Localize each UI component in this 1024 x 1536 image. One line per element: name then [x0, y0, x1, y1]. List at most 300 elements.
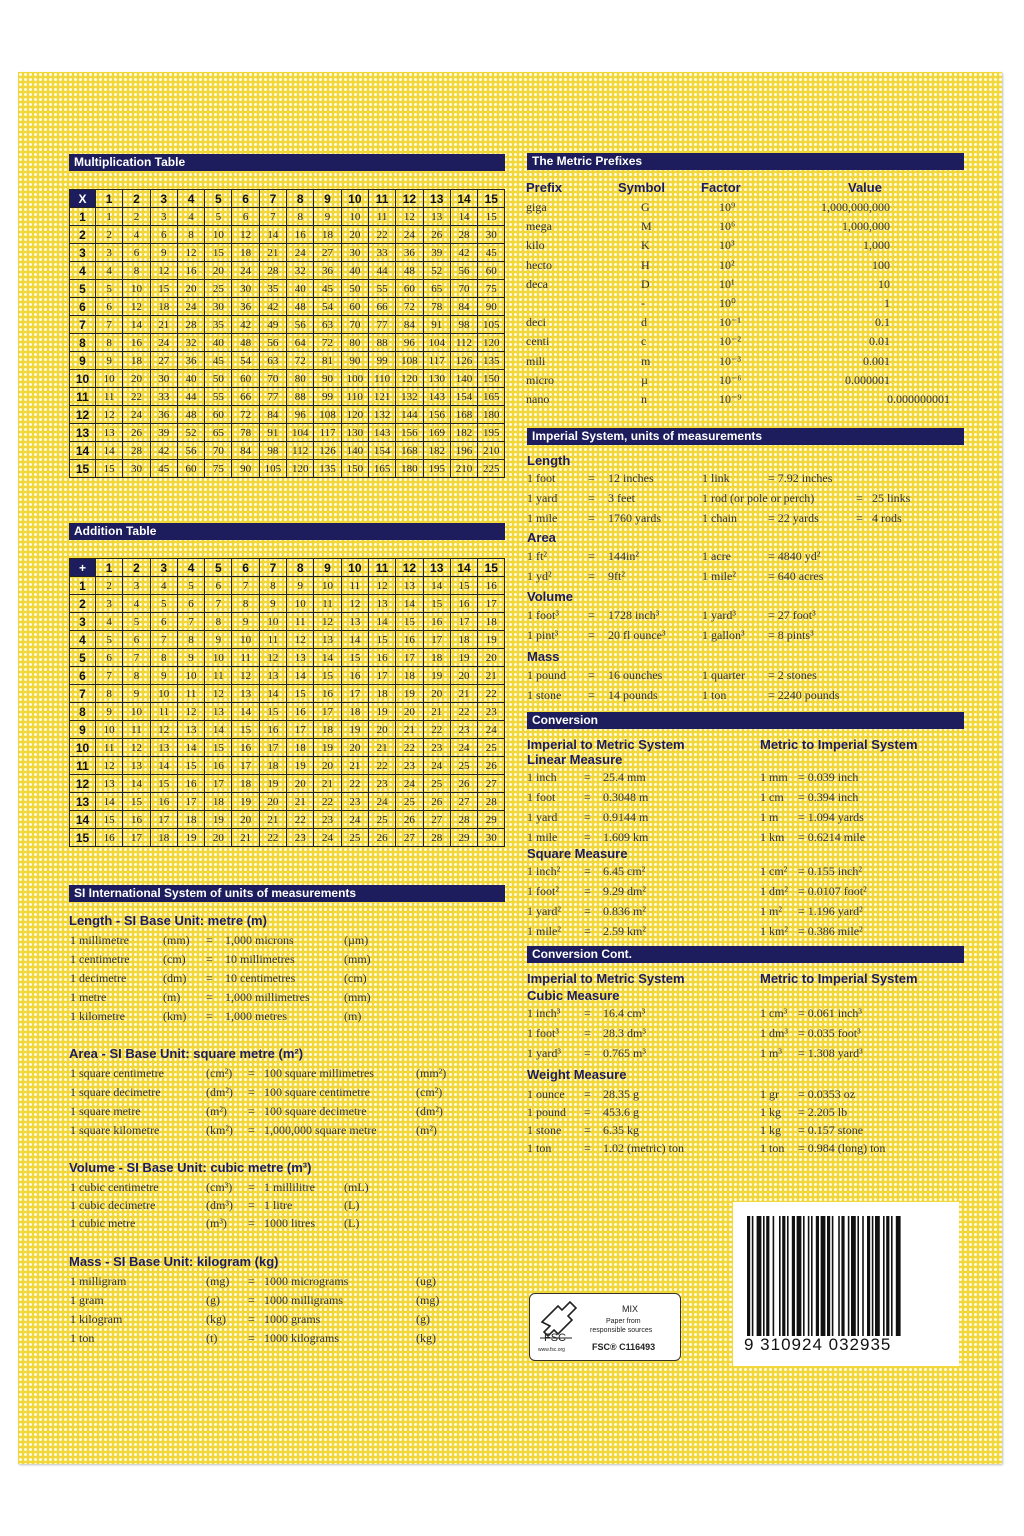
prefix-factor: 10² [719, 257, 735, 272]
table-cell: 12 [150, 721, 177, 739]
list-item [0, 687, 1000, 703]
list-item [0, 809, 1000, 825]
table-cell: 16 [96, 829, 123, 847]
row-header: 14 [70, 811, 96, 829]
table-cell: 24 [396, 775, 423, 793]
column-header: 14 [450, 190, 477, 208]
table-cell: 18 [314, 226, 341, 244]
list-item-text: (dm²) [416, 1104, 443, 1118]
table-cell: 15 [478, 208, 505, 226]
prefix-symbol: - [641, 296, 645, 310]
list-item-text: = [584, 790, 591, 804]
column-header: 5 [205, 190, 232, 208]
table-cell: 6 [177, 595, 204, 613]
imperial-mass-heading: Mass [527, 649, 560, 664]
metric-prefixes-header: The Metric Prefixes [527, 153, 964, 170]
value-column-header: Value [848, 180, 882, 195]
table-cell: 48 [396, 262, 423, 280]
table-cell: 8 [96, 685, 123, 703]
list-item [0, 1086, 1000, 1102]
list-item-text: 1 yard² [527, 904, 561, 918]
column-header: 10 [341, 559, 368, 577]
table-cell: 17 [396, 649, 423, 667]
table-cell: 14 [123, 316, 150, 334]
list-item-text: 1 km² [760, 924, 788, 938]
barcode-bar [773, 1216, 775, 1336]
column-header: 12 [396, 190, 423, 208]
table-cell: 99 [368, 352, 395, 370]
table-cell: 16 [478, 577, 505, 595]
table-cell: 22 [478, 685, 505, 703]
table-cell: 13 [341, 613, 368, 631]
list-item [0, 199, 1000, 215]
table-cell: 32 [177, 334, 204, 352]
list-item-text: 6.45 cm² [603, 864, 646, 878]
table-cell: 10 [150, 685, 177, 703]
table-cell: 10 [96, 721, 123, 739]
table-cell: 180 [396, 460, 423, 478]
table-cell: 23 [423, 739, 450, 757]
barcode-bar [886, 1216, 889, 1336]
table-cell: 126 [450, 352, 477, 370]
list-item [0, 789, 1000, 805]
table-cell: 16 [287, 226, 314, 244]
list-item-text: 1 milligram [70, 1274, 127, 1288]
list-item-text: (m) [163, 990, 181, 1004]
table-cell: 9 [96, 703, 123, 721]
list-item-text: 1 cubic centimetre [70, 1180, 159, 1194]
table-cell: 150 [341, 460, 368, 478]
prefix-value: 1,000,000 [842, 219, 890, 234]
si-mass-heading: Mass - SI Base Unit: kilogram (kg) [69, 1254, 279, 1269]
prefix-name: micro [526, 372, 554, 387]
imperial-length-heading: Length [527, 453, 571, 468]
table-row [70, 406, 505, 424]
list-item [0, 1065, 1000, 1081]
table-cell: 4 [177, 208, 204, 226]
list-item-text: 1 stone [527, 1123, 562, 1137]
prefix-factor: 10⁻¹ [719, 315, 741, 330]
barcode-bar [857, 1216, 859, 1336]
barcode-bar [792, 1216, 795, 1336]
table-cell: 18 [177, 811, 204, 829]
prefix-name: mili [526, 353, 546, 368]
table-cell: 56 [177, 442, 204, 460]
prefix-symbol: G [641, 200, 650, 214]
prefix-value: 0.1 [875, 315, 890, 330]
row-header: 8 [70, 703, 96, 721]
row-header: 6 [70, 667, 96, 685]
table-cell: 15 [423, 595, 450, 613]
barcode-bar [867, 1216, 870, 1336]
si-area-heading: Area - SI Base Unit: square metre (m²) [69, 1046, 304, 1061]
table-row [70, 424, 505, 442]
table-cell: 88 [368, 334, 395, 352]
table-cell: 80 [341, 334, 368, 352]
prefix-symbol: n [641, 392, 647, 406]
list-item-text: 1 quarter [702, 668, 745, 682]
table-cell: 75 [205, 460, 232, 478]
table-cell: 21 [314, 775, 341, 793]
table-cell: 17 [123, 829, 150, 847]
prefix-value: 0.000001 [845, 372, 890, 387]
table-cell: 45 [150, 460, 177, 478]
table-cell: 13 [396, 577, 423, 595]
table-cell: 18 [478, 613, 505, 631]
table-cell: 40 [205, 334, 232, 352]
list-item-text: = 0.155 inch² [798, 864, 863, 878]
table-cell: 19 [259, 775, 286, 793]
list-item-text: 9ft² [608, 569, 625, 583]
table-cell: 13 [96, 424, 123, 442]
list-item-text: (kg) [416, 1331, 436, 1345]
row-header: 15 [70, 460, 96, 478]
list-item-text: = [588, 491, 595, 505]
table-cell: 15 [396, 613, 423, 631]
table-cell: 98 [259, 442, 286, 460]
table-cell: 13 [259, 667, 286, 685]
list-item-text: = [206, 933, 213, 947]
table-cell: 14 [232, 703, 259, 721]
table-cell: 63 [259, 352, 286, 370]
table-cell: 12 [341, 595, 368, 613]
list-item-text: 453.6 g [603, 1105, 639, 1119]
table-cell: 12 [232, 667, 259, 685]
table-cell: 12 [396, 208, 423, 226]
list-item-text: 1000 litres [264, 1216, 315, 1230]
table-cell: 18 [341, 703, 368, 721]
list-item-text: (mg) [416, 1293, 440, 1307]
symbol-column-header: Symbol [618, 180, 665, 195]
list-item-text: = 0.6214 mile [798, 830, 866, 844]
table-cell: 22 [259, 829, 286, 847]
row-header: 10 [70, 739, 96, 757]
table-cell: 70 [341, 316, 368, 334]
table-cell: 56 [259, 334, 286, 352]
list-item-text: 1 cm² [760, 864, 788, 878]
table-cell: 90 [232, 460, 259, 478]
list-item-text: = [584, 1046, 591, 1060]
list-item-text: 25 links [872, 491, 911, 505]
table-cell: 91 [259, 424, 286, 442]
list-item [0, 903, 1000, 919]
table-cell: 49 [259, 316, 286, 334]
list-item [0, 923, 1000, 939]
list-item-text: (km) [163, 1009, 187, 1023]
table-cell: 10 [96, 370, 123, 388]
table-cell: 60 [396, 280, 423, 298]
table-cell: 30 [478, 829, 505, 847]
table-cell: 28 [478, 793, 505, 811]
column-header: 11 [368, 190, 395, 208]
table-cell: 20 [423, 685, 450, 703]
row-header: 3 [70, 244, 96, 262]
table-cell: 21 [287, 793, 314, 811]
table-cell: 27 [423, 811, 450, 829]
table-cell: 26 [396, 811, 423, 829]
table-cell: 154 [450, 388, 477, 406]
row-header: 6 [70, 298, 96, 316]
table-cell: 165 [368, 460, 395, 478]
table-cell: 11 [177, 685, 204, 703]
prefix-value: 1,000,000,000 [821, 200, 890, 214]
multiplication-table-header: Multiplication Table [69, 154, 505, 171]
table-cell: 17 [287, 721, 314, 739]
table-cell: 17 [314, 703, 341, 721]
table-cell: 65 [423, 280, 450, 298]
prefix-symbol: K [641, 238, 650, 253]
list-item-text: 100 square decimetre [264, 1104, 367, 1118]
table-cell: 195 [478, 424, 505, 442]
barcode-bar [891, 1216, 893, 1336]
table-cell: 45 [205, 352, 232, 370]
table-cell: 4 [123, 595, 150, 613]
list-item-text: = 2240 pounds [768, 688, 840, 702]
row-header: 13 [70, 793, 96, 811]
table-cell: 12 [123, 298, 150, 316]
barcode-bar [896, 1216, 901, 1336]
table-cell: 28 [450, 226, 477, 244]
list-item-text: = [248, 1331, 255, 1345]
table-cell: 18 [150, 298, 177, 316]
list-item-text: = [588, 668, 595, 682]
table-cell: 18 [232, 775, 259, 793]
prefix-name: deci [526, 315, 546, 330]
table-cell: 15 [259, 703, 286, 721]
list-item [0, 1104, 1000, 1120]
list-item-text: 1 ton [702, 688, 727, 702]
list-item [0, 314, 1000, 330]
table-cell: 112 [287, 442, 314, 460]
list-item-text: = [584, 770, 591, 784]
table-cell: 50 [205, 370, 232, 388]
table-cell: 6 [232, 208, 259, 226]
table-cell: 110 [368, 370, 395, 388]
table-cell: 40 [177, 370, 204, 388]
table-cell: 72 [232, 406, 259, 424]
table-cell: 105 [259, 460, 286, 478]
list-item-text: 1 gr [760, 1087, 779, 1101]
list-item-text: 1 dm² [760, 884, 788, 898]
table-cell: 23 [478, 703, 505, 721]
table-cell: 23 [396, 757, 423, 775]
list-item-text: 1 m [760, 810, 779, 824]
table-cell: 17 [205, 775, 232, 793]
table-cell: 27 [478, 775, 505, 793]
table-cell: 30 [478, 226, 505, 244]
table-cell: 27 [396, 829, 423, 847]
column-header: 1 [96, 190, 123, 208]
table-cell: 36 [232, 298, 259, 316]
table-cell: 14 [259, 685, 286, 703]
table-cell: 7 [96, 667, 123, 685]
table-cell: 20 [341, 226, 368, 244]
table-cell: 98 [450, 316, 477, 334]
list-item-text: = 640 acres [768, 569, 824, 583]
table-cell: 8 [123, 667, 150, 685]
list-item-text: (mm) [344, 990, 371, 1004]
table-cell: 28 [177, 316, 204, 334]
table-cell: 21 [341, 757, 368, 775]
list-item-text: 1 inch² [527, 864, 561, 878]
table-cell: 15 [368, 631, 395, 649]
prefix-symbol: d [641, 315, 647, 330]
list-item-text: 9.29 dm² [603, 884, 646, 898]
table-cell: 8 [259, 577, 286, 595]
table-cell: 52 [177, 424, 204, 442]
list-item-text: (L) [344, 1216, 360, 1230]
table-cell: 120 [341, 406, 368, 424]
list-item-text: 1 litre [264, 1198, 293, 1212]
table-cell: 24 [287, 244, 314, 262]
table-cell: 16 [123, 811, 150, 829]
table-cell: 10 [123, 703, 150, 721]
table-cell: 17 [259, 739, 286, 757]
table-cell: 72 [287, 352, 314, 370]
table-cell: 19 [478, 631, 505, 649]
list-item-text: = [584, 1123, 591, 1137]
list-item-text: = [856, 491, 863, 505]
table-cell: 25 [478, 739, 505, 757]
prefix-name: kilo [526, 238, 545, 253]
prefix-factor: 10⁻⁹ [719, 392, 742, 406]
table-cell: 24 [232, 262, 259, 280]
list-item-text: (µm) [344, 933, 369, 947]
row-header: 2 [70, 226, 96, 244]
table-cell: 12 [177, 703, 204, 721]
table-cell: 70 [450, 280, 477, 298]
table-cell: 19 [314, 739, 341, 757]
barcode-bar [816, 1216, 819, 1336]
table-cell: 9 [123, 685, 150, 703]
table-cell: 182 [423, 442, 450, 460]
table-cell: 14 [368, 613, 395, 631]
table-cell: 48 [287, 298, 314, 316]
list-item [0, 1140, 1000, 1156]
table-cell: 15 [205, 739, 232, 757]
list-item-text: 1 mm [760, 770, 788, 784]
table-cell: 13 [123, 757, 150, 775]
table-cell: 13 [287, 649, 314, 667]
list-item [0, 295, 1000, 311]
table-cell: 19 [177, 829, 204, 847]
table-cell: 21 [150, 316, 177, 334]
list-item-text: 1 decimetre [70, 971, 127, 985]
list-item-text: 1 dm³ [760, 1026, 788, 1040]
table-cell: 15 [205, 244, 232, 262]
table-cell: 23 [287, 829, 314, 847]
list-item-text: (t) [206, 1331, 218, 1345]
table-cell: 42 [232, 316, 259, 334]
table-cell: 25 [396, 793, 423, 811]
list-item-text: (cm²) [206, 1066, 233, 1080]
table-cell: 120 [478, 334, 505, 352]
addition-table-header: Addition Table [69, 523, 505, 540]
metric-to-imperial-label: Metric to Imperial System [760, 737, 918, 752]
list-item-text: = [584, 810, 591, 824]
table-cell: 28 [423, 829, 450, 847]
list-item-text: 1 kg [760, 1105, 781, 1119]
table-cell: 17 [177, 793, 204, 811]
barcode-bar [787, 1216, 789, 1336]
table-cell: 165 [478, 388, 505, 406]
list-item-text: (cm) [163, 952, 186, 966]
fsc-line2: responsible sources [590, 1327, 653, 1334]
table-cell: 135 [314, 460, 341, 478]
barcode-bar [883, 1216, 885, 1336]
table-cell: 16 [150, 793, 177, 811]
list-item-text: 1 foot³ [527, 608, 559, 622]
row-header: 9 [70, 352, 96, 370]
list-item-text: = [248, 1180, 255, 1194]
barcode-bar [763, 1216, 765, 1336]
imperial-volume-heading: Volume [527, 589, 573, 604]
table-cell: 19 [341, 721, 368, 739]
list-item-text: 3 feet [608, 491, 635, 505]
list-item-text: = [584, 830, 591, 844]
barcode-bar [832, 1216, 834, 1336]
list-item [0, 372, 1000, 388]
list-item-text: 1 foot² [527, 884, 559, 898]
row-header: 3 [70, 613, 96, 631]
prefix-symbol: H [641, 257, 650, 272]
list-item-text: (mg) [206, 1274, 230, 1288]
row-header: 13 [70, 424, 96, 442]
table-cell: 7 [232, 577, 259, 595]
prefix-name: hecto [526, 257, 552, 272]
row-header: 11 [70, 388, 96, 406]
table-cell: 40 [287, 280, 314, 298]
table-cell: 30 [150, 370, 177, 388]
row-header: 5 [70, 649, 96, 667]
table-cell: 17 [423, 631, 450, 649]
list-item-text: 1 millimetre [70, 933, 129, 947]
linear-measure-heading: Linear Measure [527, 752, 623, 767]
prefix-value: 0.000000001 [887, 392, 950, 406]
table-cell: 154 [368, 442, 395, 460]
table-cell: 26 [123, 424, 150, 442]
metric-to-imperial-label-2: Metric to Imperial System [760, 971, 918, 986]
table-cell: 3 [123, 577, 150, 595]
table-cell: 15 [150, 775, 177, 793]
table-cell: 25 [450, 757, 477, 775]
list-item-text: (mm) [163, 933, 190, 947]
list-item [0, 470, 1000, 486]
table-cell: 16 [396, 631, 423, 649]
table-cell: 15 [123, 793, 150, 811]
table-cell: 78 [232, 424, 259, 442]
list-item-text: (dm³) [206, 1198, 233, 1212]
table-cell: 196 [450, 442, 477, 460]
table-cell: 88 [287, 388, 314, 406]
table-cell: 18 [314, 721, 341, 739]
table-cell: 18 [150, 829, 177, 847]
table-cell: 5 [150, 595, 177, 613]
table-cell: 140 [341, 442, 368, 460]
table-cell: 9 [287, 577, 314, 595]
prefix-value: 0.001 [863, 353, 890, 368]
list-item-text: = [588, 549, 595, 563]
row-header: 9 [70, 721, 96, 739]
table-cell: 15 [232, 721, 259, 739]
list-item-text: 0.765 m³ [603, 1046, 646, 1060]
table-cell: 14 [287, 667, 314, 685]
table-cell: 90 [341, 352, 368, 370]
prefix-name: nano [526, 392, 550, 406]
table-cell: 4 [96, 613, 123, 631]
column-header: 4 [177, 190, 204, 208]
list-item-text: 1 foot³ [527, 1026, 559, 1040]
